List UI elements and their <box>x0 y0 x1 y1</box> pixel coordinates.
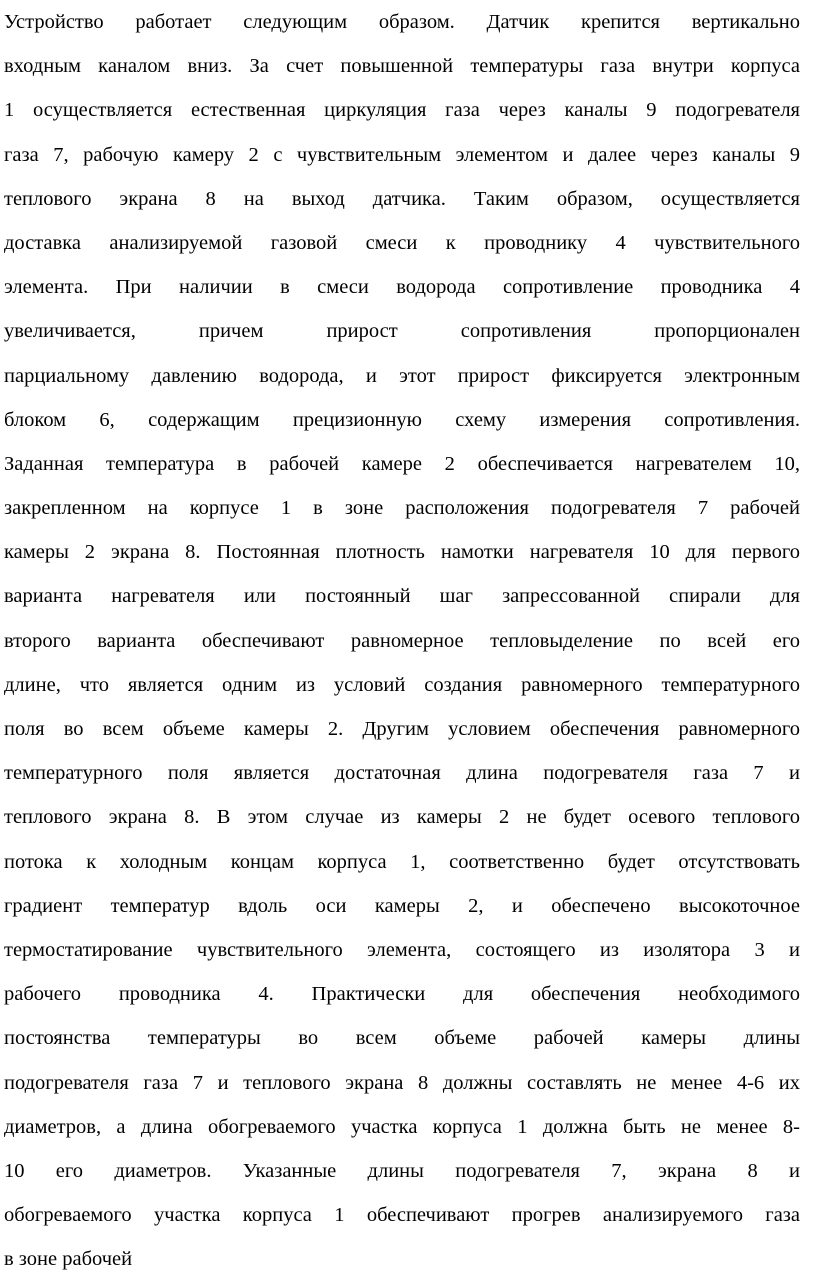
text-line: камеры 2 экрана 8. Постоянная плотность намотки нагревателя 10 для первого <box>4 541 800 564</box>
text-line-last: в зоне рабочей <box>4 1248 133 1271</box>
text-line: блоком 6, содержащим прецизионную схему измерения сопротивления. <box>4 408 800 431</box>
text-line: температурного поля является достаточная длина подогревателя газа 7 и <box>4 762 800 785</box>
document-page <box>4 0 800 1281</box>
text-line: 1 осуществляется естественная циркуляция газа через каналы 9 подогревателя <box>4 99 800 122</box>
text-line: термостатирование чувствительного элемента, состоящего из изолятора 3 и <box>4 938 800 961</box>
text-line: теплового экрана 8 на выход датчика. Таким образом, осуществляется <box>4 187 800 210</box>
text-line: входным каналом вниз. За счет повышенной температуры газа внутри корпуса <box>4 55 800 78</box>
text-line: варианта нагревателя или постоянный шаг запрессованной спирали для <box>4 585 800 608</box>
text-line: второго варианта обеспечивают равномерное тепловыделение по всей его <box>4 629 800 652</box>
text-line: доставка анализируемой газовой смеси к проводнику 4 чувствительного <box>4 231 800 254</box>
text-line: рабочего проводника 4. Практически для обеспечения необходимого <box>4 983 800 1006</box>
text-line: градиент температур вдоль оси камеры 2, и обеспечено высокоточное <box>4 894 800 917</box>
text-line: увеличивается, причем прирост сопротивления пропорционален <box>4 320 800 343</box>
text-line: поля во всем объеме камеры 2. Другим условием обеспечения равномерного <box>4 718 800 740</box>
text-line: диаметров, а длина обогреваемого участка корпуса 1 должна быть не менее 8- <box>4 1115 800 1138</box>
text-line: элемента. При наличии в смеси водорода сопротивление проводника 4 <box>4 276 800 299</box>
text-line: Заданная температура в рабочей камере 2 обеспечивается нагревателем 10, <box>4 452 800 475</box>
text-line: парциальному давлению водорода, и этот прирост фиксируется электронным <box>4 364 800 387</box>
text-line: закрепленном на корпусе 1 в зоне расположения подогревателя 7 рабочей <box>4 497 800 520</box>
text-line: Устройство работает следующим образом. Датчик крепится вертикально <box>4 11 800 33</box>
text-line: газа 7, рабочую камеру 2 с чувствительным элементом и далее через каналы 9 <box>4 143 800 166</box>
text-line: обогреваемого участка корпуса 1 обеспечивают прогрев анализируемого газа <box>4 1204 800 1227</box>
text-line: 10 его диаметров. Указанные длины подогревателя 7, экрана 8 и <box>4 1159 800 1182</box>
text-line: теплового экрана 8. В этом случае из камеры 2 не будет осевого теплового <box>4 806 800 829</box>
text-line: подогревателя газа 7 и теплового экрана 8 должны составлять не менее 4-6 их <box>4 1071 800 1094</box>
text-line: постоянства температуры во всем объеме рабочей камеры длины <box>4 1027 800 1050</box>
text-line: длине, что является одним из условий создания равномерного температурного <box>4 673 800 696</box>
text-line: потока к холодным концам корпуса 1, соответственно будет отсутствовать <box>4 850 800 873</box>
